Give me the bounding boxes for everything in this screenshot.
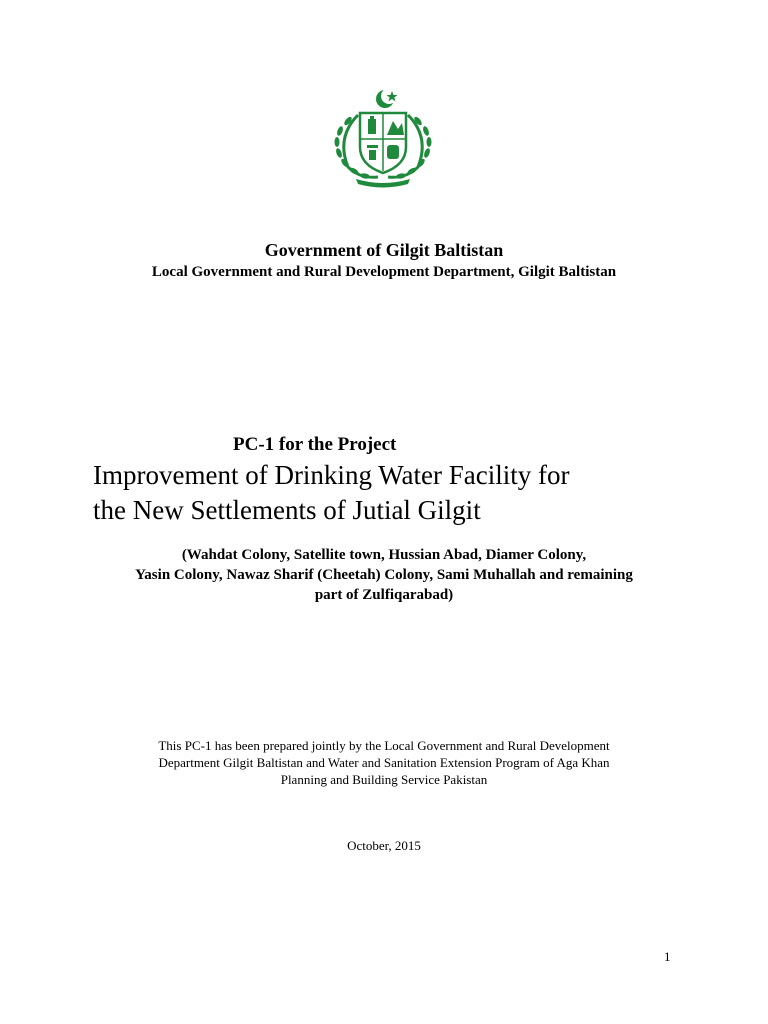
pc1-label: PC-1 for the Project (233, 434, 397, 455)
project-title-line: the New Settlements of Jutial Gilgit (93, 495, 481, 525)
project-title (93, 458, 713, 528)
preparation-line: This PC-1 has been prepared jointly by the Local Government and Rural Development (158, 738, 610, 753)
government-emblem-icon (318, 87, 448, 189)
preparation-line: Planning and Building Service Pakistan (280, 772, 488, 787)
colonies-line: (Wahdat Colony, Satellite town, Hussian Abad, Diamer Colony, (181, 547, 587, 563)
colonies-line: Yasin Colony, Nawaz Sharif (Cheetah) Colony, Sami Muhallah and remaining (135, 567, 633, 583)
preparation-line: Department Gilgit Baltistan and Water and Sanitation Extension Program of Aga Khan (158, 755, 610, 770)
colonies-list (80, 545, 688, 605)
project-title-line: Improvement of Drinking Water Facility for (93, 460, 570, 490)
colonies-line: part of Zulfiqarabad) (314, 587, 454, 603)
page-number: 1 (664, 949, 671, 964)
department-name: Local Government and Rural Development Department, Gilgit Baltistan (151, 264, 617, 280)
preparation-statement (90, 737, 678, 788)
government-name: Government of Gilgit Baltistan (264, 240, 504, 260)
document-date: October, 2015 (347, 838, 421, 853)
